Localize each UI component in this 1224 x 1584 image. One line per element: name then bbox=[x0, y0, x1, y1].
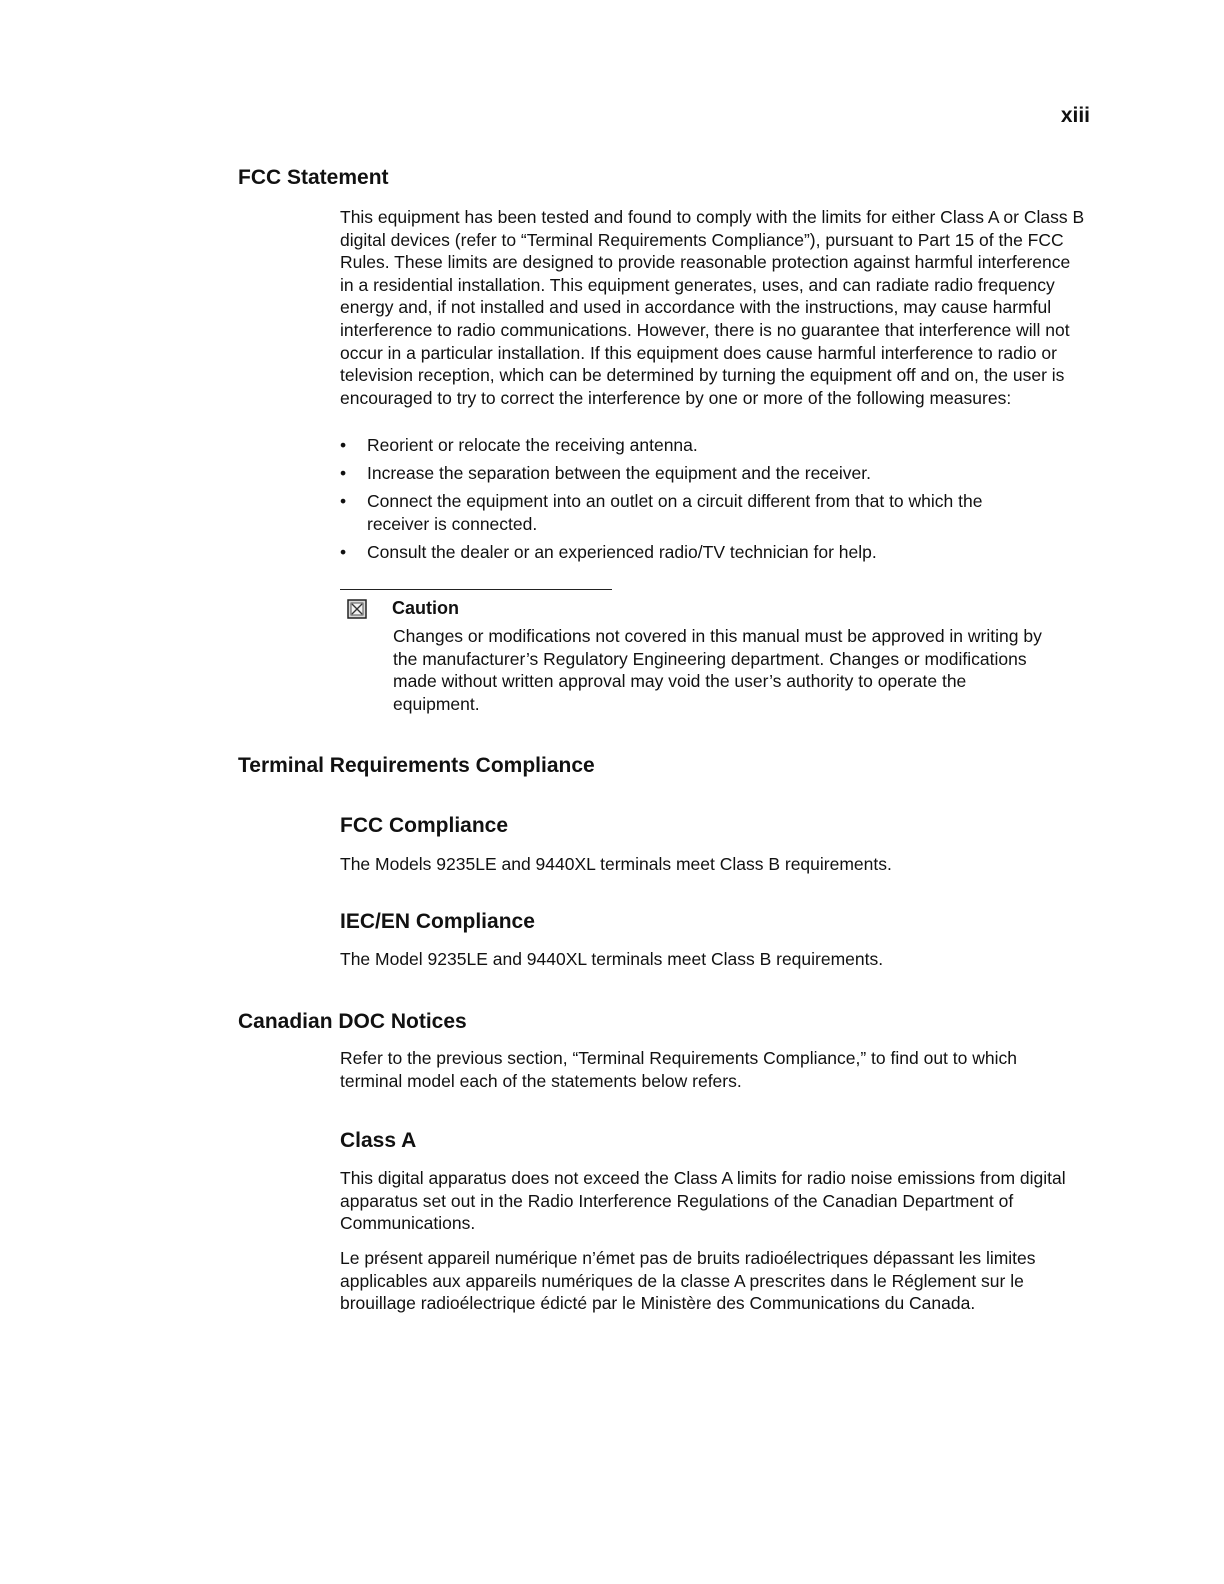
caution-divider bbox=[340, 589, 612, 590]
bullet-text: Reorient or relocate the receiving antenna. bbox=[367, 435, 698, 455]
fcc-compliance-heading: FCC Compliance bbox=[340, 814, 509, 837]
fcc-statement-heading: FCC Statement bbox=[238, 166, 389, 189]
canadian-doc-heading: Canadian DOC Notices bbox=[238, 1010, 467, 1033]
caution-title: Caution bbox=[392, 598, 459, 618]
list-item bbox=[340, 434, 1085, 457]
bullet-marker: • bbox=[340, 463, 347, 484]
canadian-doc-intro: Refer to the previous section, “Terminal Requirements Compliance,” to find out to which terminal model each of the statements below refers. bbox=[340, 1048, 1017, 1091]
bullet-marker: • bbox=[340, 491, 347, 512]
bullet-text: Connect the equipment into an outlet on a circuit different from that to which the receiver is connected. bbox=[367, 491, 983, 534]
class-a-english: This digital apparatus does not exceed the Class A limits for radio noise emissions from digital apparatus set out in the Radio Interference Regulations of the Canadian Department of Communications. bbox=[340, 1168, 1066, 1234]
fcc-measures-list bbox=[340, 434, 1085, 569]
terminal-requirements-heading: Terminal Requirements Compliance bbox=[238, 754, 595, 777]
list-item bbox=[340, 462, 1085, 485]
list-item bbox=[340, 541, 1085, 564]
iec-en-compliance-text: The Model 9235LE and 9440XL terminals meet Class B requirements. bbox=[340, 949, 884, 969]
iec-en-compliance-heading: IEC/EN Compliance bbox=[340, 910, 535, 933]
fcc-statement-paragraph: This equipment has been tested and found to comply with the limits for either Class A or Class B digital devices (refer to “Terminal Requirements Compliance”), pursuant to Part 15 of the FCC Rules. These limits are designed to provide reasonable protection against harmful interference in a residential installation. This equipment generates, uses, and can radiate radio frequency energy and, if not installed and used in accordance with the instructions, may cause harmful interference to radio communications. However, there is no guarantee that interference will not occur in a particular installation. If this equipment does cause harmful interference to radio or television reception, which can be determined by turning the equipment off and on, the user is encouraged to try to correct the interference by one or more of the following measures: bbox=[340, 207, 1085, 408]
caution-icon bbox=[347, 599, 367, 619]
list-item bbox=[340, 490, 1085, 535]
bullet-marker: • bbox=[340, 435, 347, 455]
bullet-text: Consult the dealer or an experienced radio/TV technician for help. bbox=[367, 541, 877, 562]
bullet-marker: • bbox=[340, 541, 347, 562]
class-a-french: Le présent appareil numérique n’émet pas de bruits radioélectriques dépassant les limites applicables aux appareils numériques de la classe A prescrites dans le Réglement sur le brouillage radioélectrique édicté par le Ministère des Communications du Canada. bbox=[340, 1248, 1036, 1314]
bullet-text: Increase the separation between the equipment and the receiver. bbox=[367, 463, 871, 484]
fcc-compliance-text: The Models 9235LE and 9440XL terminals meet Class B requirements. bbox=[340, 854, 892, 874]
page-number: xiii bbox=[1060, 104, 1090, 127]
caution-text: Changes or modifications not covered in this manual must be approved in writing by the manufacturer’s Regulatory Engineering department. Changes or modifications made without written approval may void the user’s authority to operate the equipment. bbox=[393, 626, 1042, 714]
class-a-heading: Class A bbox=[340, 1129, 417, 1152]
